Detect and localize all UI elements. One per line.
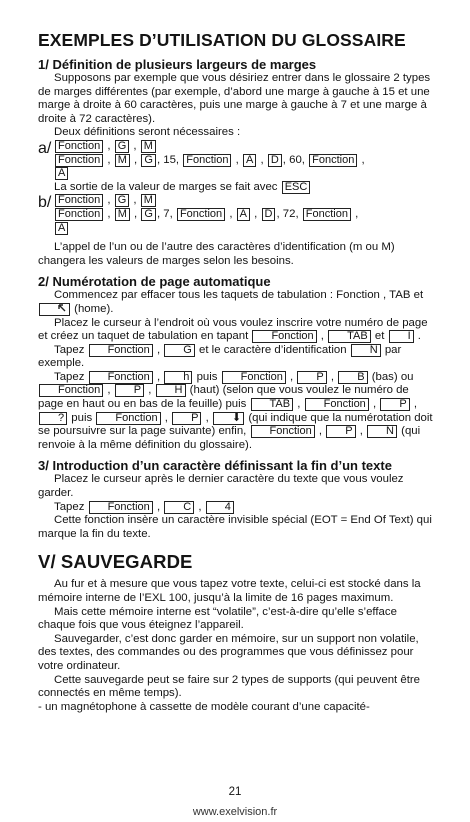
h-upper-key: H <box>156 384 186 397</box>
section-1-note: L’appel de l’un ou de l’autre des caractères d’identification (m ou M) changera les valeurs de marges selon les besoins. <box>38 241 395 267</box>
section-3-p1: Placez le curseur après le dernier caractère du texte que vous voulez garder. <box>38 473 404 500</box>
definition-b-label: b/ <box>38 194 52 212</box>
section-1-intro: Supposons par exemple que vous désiriez entrer dans le glossaire 2 types de marges différentes (par exemple, d’abord une marge à gauche à 15 et une marge à droite à 60 caractères, puis une marge à gauche à 7 et une marge à droite à 72 caractères). <box>38 72 431 125</box>
sauvegarde-p1: Au fur et à mesure que vous tapez votre texte, celui-ci est stocké dans la mémoire interne de l’EXL 100, jusqu’à la limite de 16 pages maximum. <box>38 578 421 604</box>
fonction-key: Fonction <box>55 154 103 167</box>
bas-ou-text: (bas) ou <box>371 370 414 383</box>
a-key: A <box>55 222 68 235</box>
puis-word: puis <box>71 411 93 424</box>
sauvegarde-p4: Cette sauvegarde peut se faire sur 2 types de supports (qui peuvent être connectés en même temps). <box>38 673 420 700</box>
fonction-key: Fonction <box>89 371 153 384</box>
page-number: 21 <box>228 786 242 798</box>
tapez-word: Tapez <box>54 370 85 383</box>
fonction-key: Fonction <box>222 371 286 384</box>
fonction-key: Fonction <box>303 208 351 221</box>
sauvegarde-p3: Sauvegarder, c’est donc garder en mémoire, sur un support non volatile, des textes, des commandes ou des programmes que vous définissez pour votre ordinateur. <box>38 632 419 672</box>
section-2-p4-end: (qui renvoie à la même définition du glossaire). <box>38 425 421 451</box>
section-2-p1-home: (home). <box>74 302 114 315</box>
b-key: B <box>338 371 367 384</box>
d-key: D <box>262 208 276 221</box>
sauvegarde-p2: Mais cette mémoire interne est “volatile”, c’est-à-dire qu’elle s’efface chaque fois que vous éteignez l’appareil. <box>38 605 397 632</box>
fonction-key: Fonction <box>89 344 153 357</box>
four-key: 4 <box>206 501 234 514</box>
a-key: A <box>243 154 256 167</box>
section-2-p1-text: Commencez par effacer tous les taquets de tabulation : Fonction , TAB et <box>54 289 424 302</box>
p-key: P <box>115 384 144 397</box>
i-key: I <box>389 330 414 343</box>
section-1-heading: 1/ Définition de plusieurs largeurs de marges <box>38 57 317 72</box>
fonction-key: Fonction <box>55 140 103 153</box>
fonction-key: Fonction <box>252 330 316 343</box>
tab-key: TAB <box>251 398 294 411</box>
fonction-key: Fonction <box>39 384 103 397</box>
sortie-text: La sortie de la valeur de marges se fait avec <box>54 180 278 193</box>
section-3-heading: 3/ Introduction d’un caractère définissant la fin d’un texte <box>38 458 392 474</box>
definition-a-label: a/ <box>38 139 52 157</box>
p-key: P <box>172 412 201 425</box>
question-key: ? <box>39 412 67 425</box>
a-key: A <box>237 208 250 221</box>
p-key: P <box>326 425 355 438</box>
value-60: , 60, <box>282 153 305 166</box>
g-key: G <box>115 140 130 153</box>
site-url: www.exelvision.fr <box>192 806 278 818</box>
value-15: , 15, <box>156 153 180 166</box>
p-key: P <box>380 398 409 411</box>
sauvegarde-p5: - un magnétophone à cassette de modèle courant d’une capacité- <box>38 700 370 713</box>
m-key: M <box>141 140 156 153</box>
down-arrow-key-icon: ⬇ <box>213 412 244 425</box>
g-key: G <box>115 194 130 207</box>
m-key: M <box>115 208 130 221</box>
section-3-p2: Cette fonction insère un caractère invisible spécial (EOT = End Of Text) qui marque la fin du texte. <box>38 514 432 540</box>
esc-key: ESC <box>282 181 311 194</box>
m-key: M <box>141 194 156 207</box>
page-title: EXEMPLES D’UTILISATION DU GLOSSAIRE <box>38 30 406 50</box>
et-word: et <box>374 330 385 343</box>
fonction-key: Fonction <box>55 208 103 221</box>
tapez-word: Tapez <box>54 500 85 513</box>
g-key: G <box>141 208 156 221</box>
fonction-key: Fonction <box>183 154 231 167</box>
section-2-p2-text: Placez le curseur à l’endroit où vous voulez inscrire votre numéro de page et créez un taquet de tabulation en tapant <box>38 316 428 343</box>
d-key: D <box>268 154 282 167</box>
fonction-key: Fonction <box>305 398 369 411</box>
tapez-word: Tapez <box>54 343 85 356</box>
section-2-p4: Tapez Fonction , h puis Fonction , P , B (bas) ou Fonction , P , H (haut) (selon que vous voulez le numéro de page en haut ou en bas de la feuille) puis TAB , Fonction , P , ? puis Fonction , P , ⬇ (qui indique que la numérotation doit se poursuivre sur la page suivante) enfin, Fonction , P , N (qui renvoie à la même définition du glossaire). <box>38 370 433 451</box>
section-2-p3: Tapez Fonction , G et le caractère d’identification N par exemple. <box>38 343 402 370</box>
section-2-p2: Placez le curseur à l’endroit où vous voulez inscrire votre numéro de page et créez un taquet de tabulation en tapant Fonction , TAB et I . <box>38 316 428 343</box>
fonction-key: Fonction <box>309 154 357 167</box>
par-exemple-text: par exemple. <box>38 343 402 370</box>
h-key: h <box>164 371 192 384</box>
fonction-key: Fonction <box>251 425 315 438</box>
document-page <box>38 30 434 714</box>
haut-text: (haut) (selon que vous voulez le numéro de page en haut ou en bas de la feuille) puis <box>38 384 409 411</box>
puis-word: puis <box>196 370 218 383</box>
definition-b: b/ Fonction , G , M Fonction , M , G , 7, Fonction , A , D , 72, Fonction , A <box>38 194 359 234</box>
p-key: P <box>297 371 326 384</box>
g-key: G <box>164 344 195 357</box>
value-72: , 72, <box>276 207 299 220</box>
g-key: G <box>141 154 156 167</box>
sauvegarde-heading: V/ SAUVEGARDE <box>38 551 193 573</box>
fonction-key: Fonction <box>177 208 225 221</box>
fonction-key: Fonction <box>89 501 153 514</box>
n-key: N <box>367 425 397 438</box>
c-key: C <box>164 501 194 514</box>
car-id-text: et le caractère d’identification <box>199 343 347 356</box>
section-2-p1 <box>38 289 434 316</box>
definitions-line: Deux définitions seront nécessaires : <box>54 126 241 139</box>
definition-a: a/ Fonction , G , M Fonction , M , G , 15, Fonction , A , D , 60, Fonction , A La sortie de la valeur de marges se fait avec ESC <box>38 139 365 193</box>
n-key: N <box>351 344 381 357</box>
m-key: M <box>115 154 130 167</box>
home-arrow-icon <box>39 303 70 316</box>
section-2-heading: 2/ Numérotation de page automatique <box>38 274 271 290</box>
a-key: A <box>55 167 68 180</box>
section-3-tapez: Tapez Fonction , C , 4 <box>38 501 434 515</box>
tab-key: TAB <box>328 330 371 343</box>
value-7: , 7, <box>156 207 173 220</box>
section-2-p4-rest: (qui indique que la numérotation doit se poursuivre sur la page suivante) enfin, <box>38 411 433 438</box>
fonction-key: Fonction <box>55 194 103 207</box>
fonction-key: Fonction <box>96 412 160 425</box>
